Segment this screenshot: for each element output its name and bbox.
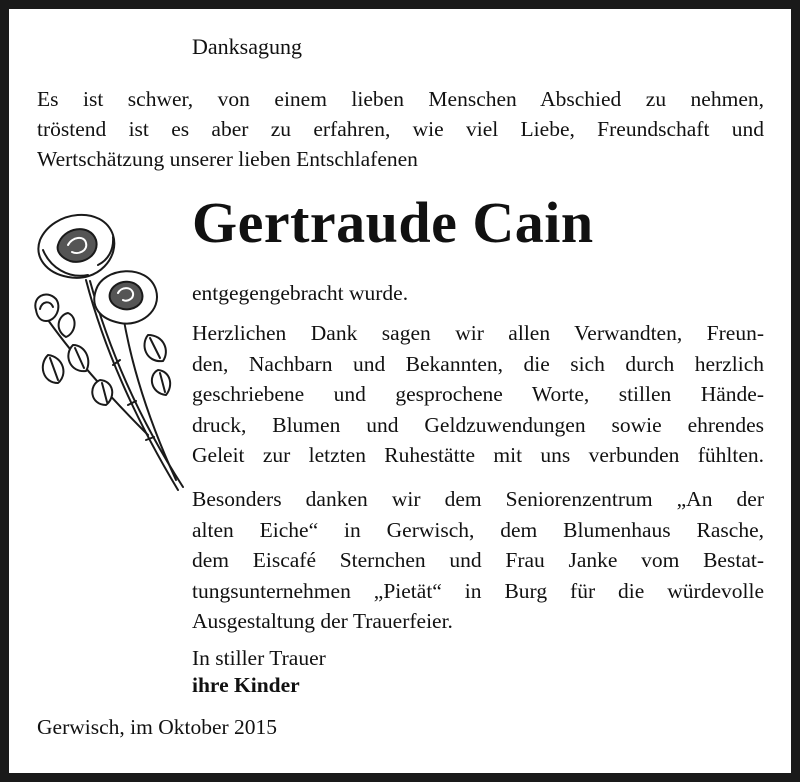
intro-line: Es ist schwer, von einem lieben Menschen Abschied zu nehmen, — [37, 87, 764, 111]
notice-heading: Danksagung — [192, 34, 302, 59]
paragraph-line: den, Nachbarn und Bekannten, die sich durch herzlich — [192, 351, 764, 376]
paragraph-line: Geleit zur letzten Ruhestätte mit uns verbunden fühlten. — [192, 443, 764, 467]
intro-line: tröstend ist es aber zu erfahren, wie viel Liebe, Freundschaft und — [37, 117, 764, 141]
special-thanks-paragraph — [192, 484, 764, 637]
closing-block — [192, 645, 326, 699]
paragraph-line: tungsunternehmen „Pietät“ in Burg für die würdevolle — [192, 578, 764, 603]
intro-text — [37, 84, 764, 174]
deceased-name: Gertraude Cain — [192, 190, 594, 255]
intro-line: Wertschätzung unserer lieben Entschlafenen — [37, 147, 418, 171]
paragraph-line: Herzlichen Dank sagen wir allen Verwandten, Freun- — [192, 321, 764, 345]
paragraph-line: Besonders danken wir dem Seniorenzentrum „An der — [192, 487, 764, 511]
closing-line: In stiller Trauer — [192, 646, 326, 670]
roses-illustration-icon — [28, 205, 193, 500]
thanks-paragraph — [192, 318, 764, 471]
paragraph-line: Ausgestaltung der Trauerfeier. — [192, 609, 453, 633]
paragraph-line: alten Eiche“ in Gerwisch, dem Blumenhaus Rasche, — [192, 517, 764, 542]
paragraph-line: geschriebene und gesprochene Worte, stillen Hände- — [192, 382, 764, 406]
place-date: Gerwisch, im Oktober 2015 — [37, 715, 278, 739]
paragraph-line: druck, Blumen und Geldzuwendungen sowie ehrendes — [192, 412, 764, 437]
paragraph-line: dem Eiscafé Sternchen und Frau Janke vom Bestat- — [192, 548, 764, 572]
name-continuation: entgegengebracht wurde. — [192, 281, 409, 305]
signature-line: ihre Kinder — [192, 673, 300, 697]
